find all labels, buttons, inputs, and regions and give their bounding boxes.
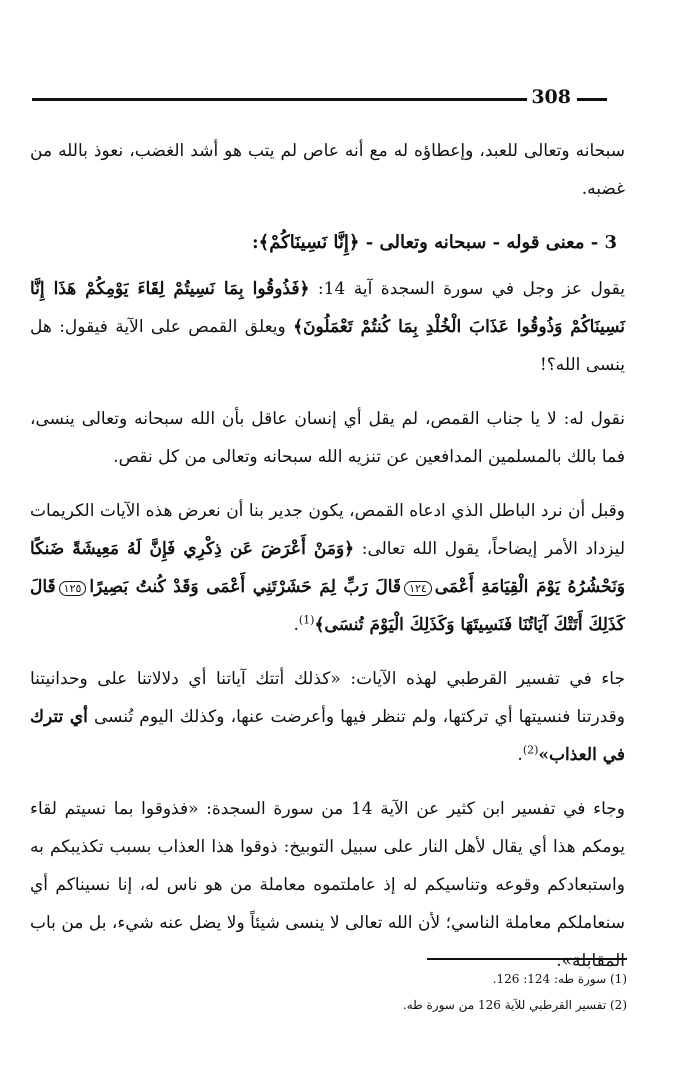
paragraph-1: سبحانه وتعالى للعبد، وإعطاؤه له مع أنه عاص لم يتب هو أشد الغضب، نعوذ بالله من غضبه. [30, 141, 625, 199]
footnote-1: (1) سورة طه: 124: 126. [492, 972, 627, 986]
header-dash [577, 98, 607, 101]
footnote-2: (2) تفسير القرطبي للآية 126 من سورة طه. [402, 998, 627, 1012]
p5-end: . [517, 745, 523, 765]
p4-end: . [293, 615, 299, 635]
p2-quran-quote: ﴿فَذُوقُوا بِمَا نَسِيتُمْ لِقَاءَ يَوْمِكُمْ هَذَا إِنَّا نَسِينَاكُمْ وَذُوقُوا عَذَابَ الْخُلْدِ بِمَا كُنتُمْ تَعْمَلُونَ﴾ [30, 279, 626, 337]
p4-intro: وقبل أن نرد الباطل الذي ادعاه القمص، يكون جدير بنا أن نعرض هذه الآيات الكريمات ليزداد الأمر إيضاحاً، يقول الله تعالى: [30, 501, 625, 559]
paragraph-5 [30, 660, 625, 774]
heading-suffix: : [252, 232, 259, 253]
p2-end: ويعلق القمص على الآية فيقول: هل ينسى الله؟! [30, 317, 625, 375]
paragraph-4 [30, 492, 625, 644]
page-number: 308 [531, 86, 571, 108]
p5-intro: جاء في تفسير القرطبي لهذه الآيات: «كذلك أتتك آياتنا أي دلالاتنا على وحدانيتنا وقدرتنا فنسيتها أي تركتها، ولم تنظر فيها وأعرضت عنها، وكذلك اليوم تُنسى [30, 669, 625, 727]
page-header [32, 88, 607, 108]
heading-quote: ﴿إِنَّا نَسِينَاكُمْ﴾ [258, 232, 360, 253]
footnote-ref-1: (1) [298, 613, 315, 627]
paragraph-6: وجاء في تفسير ابن كثير عن الآية 14 من سورة السجدة: «فذوقوا بما نسيتم لقاء يومكم هذا أي يقال لأهل النار على سبيل التوبيخ: ذوقوا هذا العذاب بسبب تكذيبكم به واستبعادكم وقوعه وتناسيكم له إذ عاملتموه معاملة من هو ناس له، إنا نسيناكم أي سنعاملكم معاملة الناسي؛ لأن الله تعالى لا ينسى شيئاً ولا يضل عنه شيء، بل من باب المقابلة». [30, 799, 625, 971]
section-heading [30, 224, 625, 262]
footnote-ref-2: (2) [522, 743, 539, 757]
paragraph-2 [30, 270, 625, 384]
verse-number-125: ١٢٥ [59, 581, 87, 596]
paragraph-3: نقول له: لا يا جناب القمص، لم يقل أي إنسان عاقل بأن الله سبحانه وتعالى ينسى، فما بالك بالمسلمين المدافعين عن تنزيه الله سبحانه وتعالى من كل نقص. [30, 409, 625, 467]
header-rule [32, 98, 527, 101]
verse-number-124: ١٢٤ [404, 581, 432, 596]
footnote-rule [427, 958, 627, 960]
p2-intro: يقول عز وجل في سورة السجدة آية 14: [309, 279, 625, 299]
heading-prefix: 3 - معنى قوله - سبحانه وتعالى - [359, 232, 617, 253]
footnotes [107, 966, 627, 1018]
p5-bold: أي تترك في العذاب» [30, 707, 625, 765]
p4-quran-quote-a: ﴿وَمَنْ أَعْرَضَ عَن ذِكْرِي فَإِنَّ لَهُ مَعِيشَةً ضَنكًا وَنَحْشُرُهُ يَوْمَ الْقِيَامَةِ أَعْمَى [30, 539, 626, 597]
p4-quran-quote-c: قَالَ كَذَلِكَ أَتَتْكَ آيَاتُنَا فَنَسِيتَهَا وَكَذَلِكَ الْيَوْمَ تُنسَى﴾ [30, 577, 625, 635]
body-text [30, 132, 625, 996]
p4-quran-quote-b: قَالَ رَبِّ لِمَ حَشَرْتَنِي أَعْمَى وَقَدْ كُنتُ بَصِيرًا [89, 577, 402, 597]
